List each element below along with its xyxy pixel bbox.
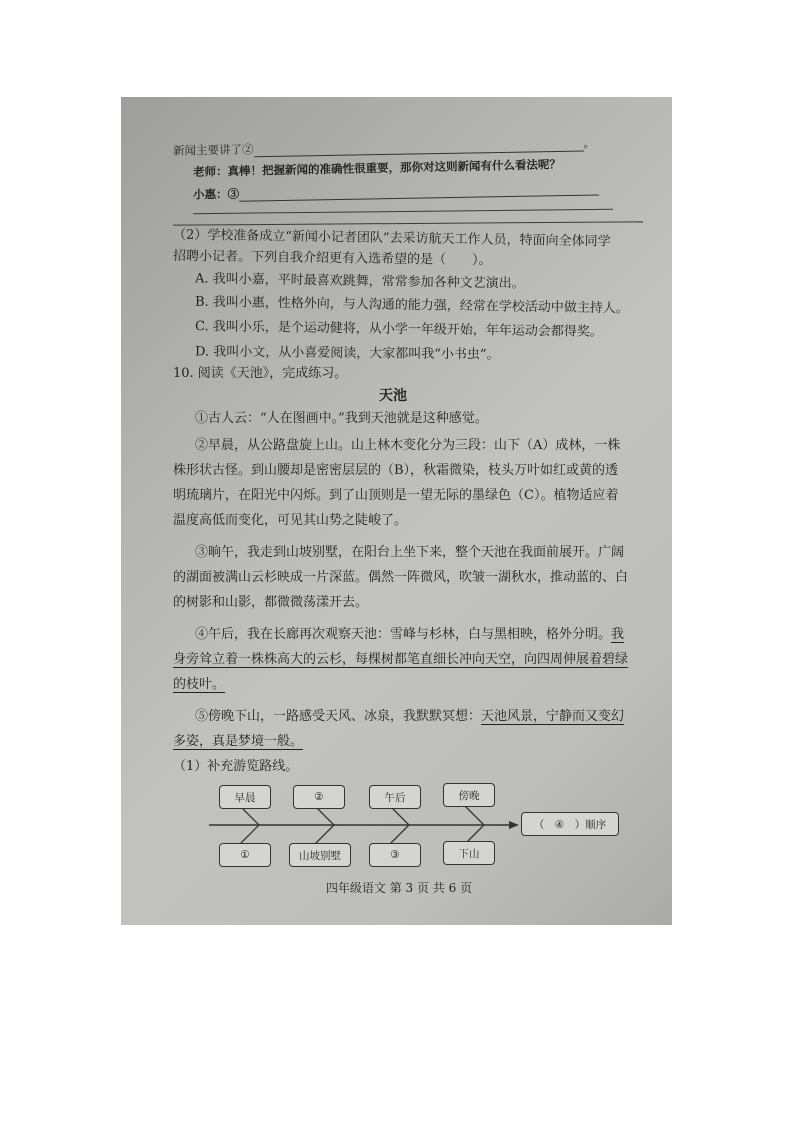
diagram-box-morning: 早晨 xyxy=(219,785,271,809)
diagram-box-blank-1: ① xyxy=(219,843,271,867)
underlined-sentence-2: 天池风景，宁静而又变幻 xyxy=(481,709,625,724)
page-footer: 四年级语文 第 3 页 共 6 页 xyxy=(325,881,473,895)
paragraph-4-line-3: 的枝叶。 xyxy=(173,677,226,692)
paragraph-4-line-1: ④午后，我在长廊再次观察天池：雪峰与杉林，白与黑相映，格外分明。我 xyxy=(195,627,625,642)
dialog-teacher-line: 老师：真棒！把握新闻的准确性很重要，那你对这则新闻有什么看法呢？ xyxy=(192,157,562,179)
diagram-box-afternoon: 午后 xyxy=(369,785,421,809)
sub-question-1: （1）补充游览路线。 xyxy=(173,759,299,774)
passage-title: 天池 xyxy=(379,388,407,404)
diagram-box-blank-3: ③ xyxy=(369,843,421,867)
paragraph-3-line-3: 的树影和山影，都微微荡漾开去。 xyxy=(173,595,369,610)
diagram-box-blank-2: ② xyxy=(293,785,345,809)
paragraph-5-line-2: 多姿，真是梦境一般。 xyxy=(173,734,304,749)
paragraph-2-line-4: 温度高低而变化，可见其山势之陡峻了。 xyxy=(173,513,408,528)
paragraph-3-line-2: 的湖面被满山云杉映成一片深蓝。偶然一阵微风，吹皱一湖秋水，推动蓝的、白 xyxy=(173,570,629,585)
q10-prompt: 10. 阅读《天池》，完成练习。 xyxy=(173,366,348,381)
paragraph-4-line-2: 身旁耸立着一株株高大的云杉，每棵树都笔直细长冲向天空，向四周伸展着碧绿 xyxy=(173,652,629,667)
paragraph-2-line-3: 明琉璃片，在阳光中闪烁。到了山顶则是一望无际的墨绿色（C）。植物适应着 xyxy=(173,488,619,503)
paragraph-2-line-1: ②早晨，从公路盘旋上山。山上林木变化分为三段：山下（A）成林，一株 xyxy=(195,438,621,453)
underlined-sentence: 我 xyxy=(611,627,625,642)
section-divider xyxy=(173,221,643,225)
q2-option-b: B. 我叫小惠，性格外向，与人沟通的能力强，经常在学校活动中做主持人。 xyxy=(194,294,629,317)
diagram-box-evening: 傍晚 xyxy=(443,783,495,807)
paragraph-2-line-2: 株形状古怪。到山腰却是密密层层的（B），秋霜微染，枝头万叶如红或黄的透 xyxy=(173,463,619,478)
answer-line xyxy=(193,209,613,214)
diagram-box-order-blank-4: （ ④ ）顺序 xyxy=(521,812,619,836)
q2-option-c: C. 我叫小乐，是个运动健将，从小学一年级开始，年年运动会都得奖。 xyxy=(194,319,603,340)
answer-blank-3 xyxy=(239,182,599,201)
document-photo xyxy=(121,97,672,925)
q2-stem-line-2: 招聘小记者。下列自我介绍更有入选希望的是（ ）。 xyxy=(172,248,492,269)
q2-stem-line-1: （2）学校准备成立“新闻小记者团队”去采访航天工作人员，特面向全体同学 xyxy=(172,227,611,250)
paragraph-3-line-1: ③晌午，我走到山坡别墅，在阳台上坐下来，整个天池在我面前展开。广阔 xyxy=(195,545,625,560)
answer-blank-2 xyxy=(253,139,583,158)
q2-option-d: D. 我叫小文，从小喜爱阅读，大家都叫我“小书虫”。 xyxy=(194,344,500,363)
diagram-box-villa: 山坡别墅 xyxy=(289,843,351,867)
route-diagram xyxy=(209,783,629,873)
paragraph-5-line-1: ⑤傍晚下山，一路感受天风、冰泉，我默默冥想：天池风景，宁静而又变幻 xyxy=(195,709,625,724)
q2-option-a: A. 我叫小嘉，平时最喜欢跳舞，常常参加各种文艺演出。 xyxy=(194,271,525,292)
dialog-line-1: 新闻主要讲了② 。 xyxy=(172,136,596,158)
paragraph-1: ①古人云：“人在图画中。”我到天池就是这种感觉。 xyxy=(195,411,488,426)
diagram-box-downhill: 下山 xyxy=(443,841,495,865)
dialog-student-line: 小惠：③ xyxy=(193,179,599,202)
exam-page xyxy=(129,103,669,921)
